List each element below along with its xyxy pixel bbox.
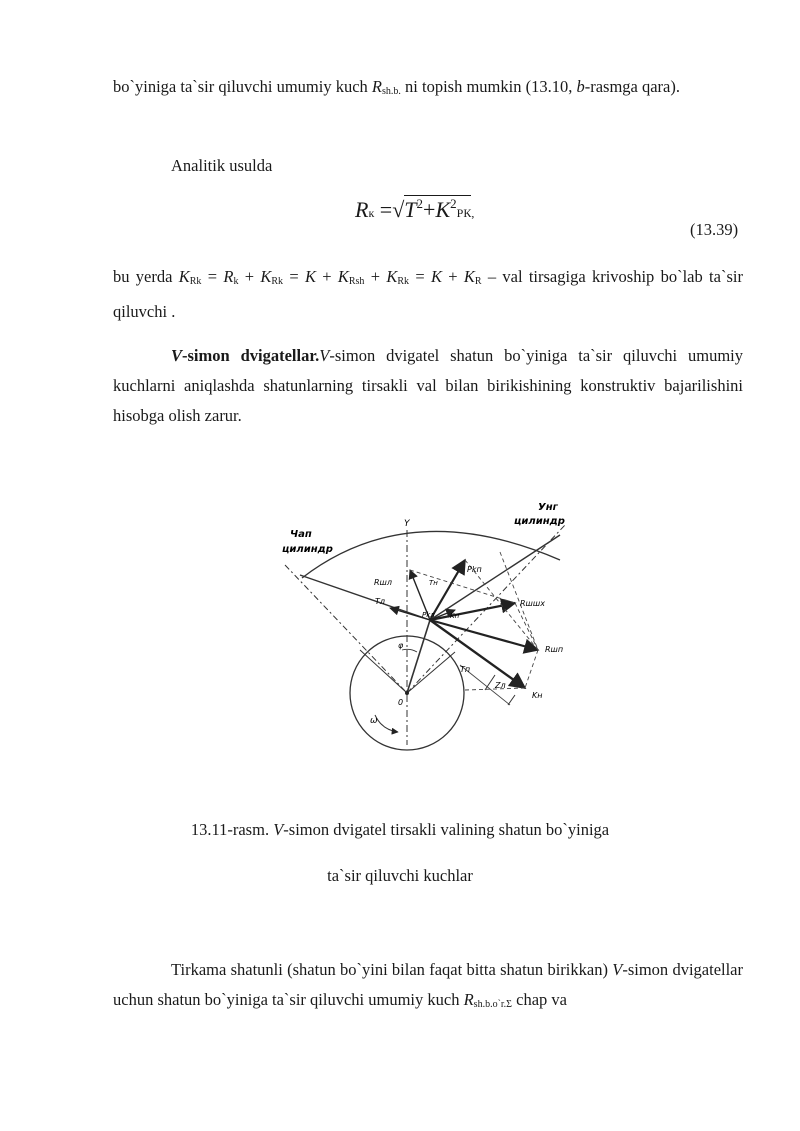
text: + — [315, 267, 338, 286]
formula-sup: 2 — [450, 196, 457, 211]
symbol: K — [260, 267, 272, 286]
symbol: K — [463, 267, 475, 286]
zl-label: Zл — [495, 681, 506, 690]
text: chap va — [512, 990, 567, 1009]
construction-line — [525, 650, 538, 688]
sqrt-icon: √ — [392, 197, 405, 222]
dimension-tick — [485, 675, 495, 690]
crank-line — [360, 650, 407, 693]
formula-k: K — [435, 197, 451, 222]
omega-label: ω — [370, 716, 378, 726]
text: bu yerda — [113, 267, 179, 286]
dimension-tick — [508, 695, 515, 705]
caption-symbol: V — [273, 820, 284, 839]
text: = — [409, 267, 431, 286]
subscript: sh.b. — [382, 86, 401, 97]
figure-caption-line-2: ta`sir qiluvchi kuchlar — [327, 866, 473, 885]
arrow-pkp — [430, 560, 465, 620]
caption-text: -simon dvigatel tirsakli valining shatun bo`yiniga — [283, 820, 610, 839]
rshp-label: Rшп — [545, 645, 564, 654]
subscript: sh.b.o`r.Σ — [473, 999, 512, 1010]
omega-arc-icon — [375, 715, 398, 732]
force-diagram — [270, 490, 590, 760]
kn-label: Kн — [532, 691, 543, 700]
text: = — [283, 267, 305, 286]
formula-sup: 2 — [416, 196, 424, 211]
symbol: R — [223, 267, 234, 286]
origin-point — [405, 691, 409, 695]
rshl-label: Rшл — [374, 578, 392, 587]
tp-label: Tп — [460, 665, 471, 674]
figure-caption-line-1 — [0, 820, 800, 840]
formula-t: T — [404, 197, 417, 222]
symbol: K — [386, 267, 398, 286]
formula-13-39 — [355, 196, 474, 223]
formula-lhs: R — [355, 197, 369, 222]
text: + — [364, 267, 387, 286]
formula-plus: + — [423, 197, 436, 222]
text: + — [238, 267, 261, 286]
equation-number: (13.39) — [690, 220, 739, 239]
text: + — [441, 267, 464, 286]
subscript: R — [474, 276, 482, 287]
text: = — [201, 267, 224, 286]
symbol: V — [319, 346, 330, 365]
text: -rasmga qara). — [584, 77, 680, 96]
left-cylinder-label-1: Чап — [290, 529, 312, 540]
y-axis-label: Y — [404, 519, 410, 529]
symbol: R — [463, 990, 474, 1009]
text: -simon dvigatellar uchun shatun bo`yiniga ta`sir qiluvchi umumiy kuch — [113, 960, 744, 1009]
symbol: V — [612, 960, 623, 979]
text: -simon dvigatel shatun bo`yiniga ta`sir qiluvchi umumiy kuchlarni aniqlashda shatunlarning tirsakli val bilan birikishining konstruktiv bajarilishini hisobga olish zarur. — [113, 346, 743, 425]
formula-comma: , — [471, 206, 475, 220]
caption-text: 13.11-rasm. — [190, 820, 274, 839]
symbol-b: b — [576, 77, 585, 96]
tn-label: Tн — [429, 579, 438, 587]
bold-symbol: V — [171, 346, 183, 365]
symbol: K — [430, 267, 442, 286]
left-rod — [300, 575, 430, 620]
symbol: K — [178, 267, 190, 286]
subscript: Rk — [189, 276, 202, 287]
paragraph-where — [113, 262, 743, 327]
arrow-rshp — [430, 620, 538, 650]
formula-lhs-sub: к — [368, 206, 375, 220]
paragraph-force-intro — [113, 72, 743, 107]
left-cylinder-label-2: цилиндр — [282, 544, 333, 555]
paragraph-v-engines — [113, 341, 743, 431]
crank-arm — [407, 620, 430, 693]
subscript: Rk — [271, 276, 284, 287]
text: Tirkama shatunli (shatun bo`yini bilan faqat bitta shatun birikkan) — [171, 960, 613, 979]
section-heading: -simon dvigatellar. — [182, 346, 320, 365]
formula-eq: = — [379, 197, 393, 222]
pkp-label: Pkп — [467, 565, 482, 574]
pkl-label: Pkл — [422, 611, 435, 619]
text: – val tirsagiga krivoship bo`lab ta`sir qiluvchi . — [113, 267, 743, 321]
right-cylinder-label-1: Унг — [538, 502, 558, 513]
crank-arc — [302, 531, 560, 578]
text: ni topish mumkin (13.10, — [400, 77, 577, 96]
phi-label: φ — [398, 641, 404, 650]
formula-radicand — [404, 195, 471, 222]
origin-label: 0 — [398, 698, 404, 707]
figure-13-11 — [270, 490, 590, 760]
text: bo`yiniga ta`sir qiluvchi umumiy kuch — [113, 77, 372, 96]
phi-arc-icon — [402, 649, 417, 652]
subscript: Rsh — [348, 276, 365, 287]
subscript: Rk — [397, 276, 410, 287]
subscript: k — [233, 276, 239, 287]
right-cylinder-label-2: цилиндр — [514, 516, 565, 527]
analytic-heading: Analitik usulda — [171, 156, 273, 175]
formula-k-sub: РК — [456, 206, 472, 220]
symbol: K — [304, 267, 316, 286]
rsh-sigma-label: Rшшх — [520, 599, 545, 608]
paragraph-trailing-rod — [113, 955, 743, 1020]
tl-label: Tл — [375, 597, 385, 606]
symbol-r: R — [371, 77, 383, 96]
symbol: K — [337, 267, 349, 286]
arrow-kn — [430, 620, 525, 688]
kp-label: Kп — [450, 612, 460, 620]
